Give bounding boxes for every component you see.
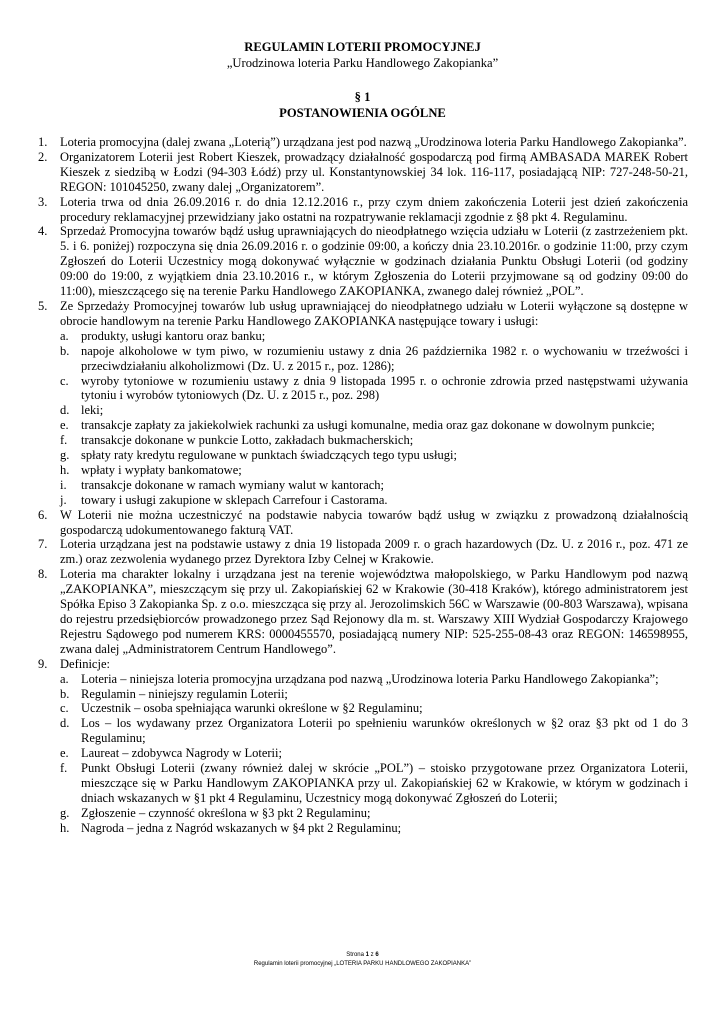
- sublist-item: [60, 478, 688, 493]
- sublist-text: leki;: [81, 403, 104, 418]
- sublist-text: Loteria – niniejsza loteria promocyjna urządzana pod nazwą „Urodzinowa loteria Parku Handlowego Zakopianka”;: [81, 671, 659, 686]
- item-number: 2.: [38, 149, 48, 164]
- item-number: 1.: [38, 135, 48, 149]
- sublist-text: transakcje zapłaty za jakiekolwiek rachunki za usługi komunalne, media oraz gaz dokonane w dowolnym punkcie;: [81, 418, 655, 433]
- sublist-item: [60, 701, 688, 716]
- sublist-letter: d.: [60, 403, 70, 418]
- sublist-text: Uczestnik – osoba spełniająca warunki określone w §2 Regulaminu;: [81, 701, 423, 716]
- sublist-letter: e.: [60, 418, 69, 433]
- sublist-item: [60, 493, 688, 508]
- sublist-letter: c.: [60, 373, 69, 388]
- sublist-letter: f.: [60, 433, 68, 448]
- sublist-item: [60, 672, 688, 687]
- sublist-item: [60, 761, 688, 806]
- sublist-item: [60, 687, 688, 702]
- sublist-letter: h.: [60, 820, 70, 835]
- sublist-text: Nagroda – jedna z Nagród wskazanych w §4 pkt 2 Regulaminu;: [81, 820, 402, 835]
- item-number: 6.: [38, 507, 48, 522]
- sublist-text: Regulamin – niniejszy regulamin Loterii;: [81, 686, 288, 701]
- item-text: Organizatorem Loterii jest Robert Kieszek, prowadzący działalność gospodarczą pod firmą AMBASADA MAREK Robert Kieszek z siedzibą w Łodzi (94-303 Łódź) przy ul. Konstantynowskiej 34 lok. 116-117, posiadającą NIP: 727-248-50-21, REGON: 101045250, zwany dalej „Organizatorem”.: [60, 149, 688, 194]
- sublist-item: [60, 806, 688, 821]
- page-current: 1: [365, 952, 369, 958]
- sublist-item: [60, 403, 688, 418]
- item-text: Sprzedaż Promocyjna towarów bądź usług uprawniających do nieodpłatnego wzięcia udziału w Loterii (z zastrzeżeniem pkt. 5. i 6. poniżej) rozpoczyna się dnia 26.09.2016 r. o godzinie 09:00, a kończy dnia 23.10.2016r. o godzinie 11:00, przy czym Zgłoszeń do Loterii Uczestnicy mogą dokonywać wyłącznie w godzinach działania Punktu Obsługi Loterii (od godziny 09:00 do 19:00, z wyjątkiem dnia 23.10.2016 r., w którym Zgłoszenia do Loterii przyjmowane są od godziny 09:00 do 11:00), mieszczącego się na terenie Parku Handlowego ZAKOPIANKA, zwanego dalej również „POL”.: [60, 224, 688, 299]
- sublist-letter: j.: [60, 492, 67, 507]
- item-number: 4.: [38, 224, 48, 239]
- sublist-item: [60, 418, 688, 433]
- item-number: 5.: [38, 298, 48, 313]
- list-item: [38, 135, 688, 150]
- list-item: [38, 537, 688, 567]
- item-text: Ze Sprzedaży Promocyjnej towarów lub usług uprawniającej do nieodpłatnego udziału w Loterii wyłączone są dostępne w obrocie handlowym na terenie Parku Handlowego ZAKOPIANKA następujące towary i usługi:: [60, 298, 688, 328]
- sublist-text: transakcje dokonane w ramach wymiany walut w kantorach;: [81, 477, 385, 492]
- sublist-text: Laureat – zdobywca Nagrody w Loterii;: [81, 746, 282, 761]
- list-item: [38, 567, 688, 656]
- item-text: Definicje:: [60, 656, 110, 671]
- sublist-text: Los – los wydawany przez Organizatora Loterii po spełnieniu warunków określonych w §2 oraz §3 pkt od 1 do 3 Regulaminu;: [81, 716, 688, 746]
- exclusions-sublist: [60, 329, 688, 508]
- sublist-text: produkty, usługi kantoru oraz banku;: [81, 328, 266, 343]
- sublist-letter: g.: [60, 448, 70, 463]
- list-item: [38, 508, 688, 538]
- sublist-letter: g.: [60, 805, 70, 820]
- item-number: 8.: [38, 567, 48, 582]
- document-subtitle: „Urodzinowa loteria Parku Handlowego Zakopianka”: [226, 56, 499, 70]
- item-text: Loteria promocyjna (dalej zwana „Loterią”) urządzana jest pod nazwą „Urodzinowa loteria Parku Handlowego Zakopianka”.: [60, 135, 687, 149]
- sublist-text: transakcje dokonane w punkcie Lotto, zakładach bukmacherskich;: [81, 433, 414, 448]
- sublist-letter: d.: [60, 716, 70, 731]
- page-counter: [0, 951, 725, 960]
- item-text: Loteria urządzana jest na podstawie ustawy z dnia 19 listopada 2009 r. o grach hazardowych (Dz. U. z 2016 r., poz. 471 ze zm.) oraz zezwolenia wydanego przez Dyrektora Izby Celnej w Krakowie.: [60, 537, 688, 567]
- sublist-letter: h.: [60, 462, 70, 477]
- footer-document-name: Regulamin loterii promocyjnej „LOTERIA PARKU HANDLOWEGO ZAKOPIANKA”: [253, 961, 472, 967]
- sublist-letter: a.: [60, 671, 69, 686]
- sublist-item: [60, 448, 688, 463]
- sublist-text: Punkt Obsługi Loterii (zwany również dalej w skrócie „POL”) – stoisko przygotowane przez Organizatora Loterii, mieszczące się w Parku Handlowym ZAKOPIANKA przy ul. Zakopiańskiej 62 w Krakowie, w którym w godzinach i dniach wskazanych w §1 pkt 4 Regulaminu, Uczestnicy mogą dokonywać Zgłoszeń do Loterii;: [81, 761, 688, 805]
- sublist-text: napoje alkoholowe w tym piwo, w rozumieniu ustawy z dnia 26 października 1982 r. o wychowaniu w trzeźwości i przeciwdziałaniu alkoholizmowi (Dz. U. z 2015 r., poz. 1286);: [81, 343, 688, 373]
- document-title: REGULAMIN LOTERII PROMOCYJNEJ: [244, 40, 481, 54]
- sublist-text: Zgłoszenie – czynność określona w §3 pkt 2 Regulaminu;: [81, 805, 371, 820]
- sublist-item: [60, 344, 688, 374]
- sublist-letter: b.: [60, 686, 70, 701]
- definitions-sublist: [60, 672, 688, 836]
- item-text: Loteria ma charakter lokalny i urządzana jest na terenie województwa małopolskiego, w Parku Handlowym pod nazwą „ZAKOPIANKA”, mieszczącym się przy ul. Zakopiańskiej 62 w Krakowie (30-418 Kraków), którego administratorem jest Spółka Episo 3 Zakopianka Sp. z o.o. mieszcząca się przy al. Jerozolimskich 56C w Warszawie (00-803 Warszawa), wpisana do rejestru przedsiębiorców prowadzonego przez Sąd Rejonowy dla m. st. Warszawy XIII Wydział Gospodarczy Krajowego Rejestru Sądowego pod numerem KRS: 0000455570, posiadającą numery NIP: 525-255-08-43 oraz REGON: 146598955, zwana dalej „Administratorem Centrum Handlowego”.: [60, 567, 688, 656]
- sublist-text: wpłaty i wypłaty bankomatowe;: [81, 462, 242, 477]
- list-item: [38, 299, 688, 508]
- sublist-text: towary i usługi zakupione w sklepach Carrefour i Castorama.: [81, 492, 388, 507]
- sublist-letter: b.: [60, 343, 70, 358]
- page-total: 6: [375, 952, 379, 958]
- list-item: [38, 195, 688, 225]
- item-number: 9.: [38, 656, 48, 671]
- list-item: [38, 657, 688, 836]
- sublist-letter: f.: [60, 761, 68, 776]
- item-number: 7.: [38, 537, 48, 552]
- sublist-item: [60, 716, 688, 746]
- sublist-item: [60, 821, 688, 836]
- page-separator: z: [370, 952, 374, 958]
- item-number: 3.: [38, 194, 48, 209]
- sublist-letter: c.: [60, 701, 69, 716]
- section-number: § 1: [354, 90, 371, 104]
- sublist-letter: i.: [60, 477, 67, 492]
- sublist-text: wyroby tytoniowe w rozumieniu ustawy z dnia 9 listopada 1995 r. o ochronie zdrowia przed następstwami używania tytoniu i wyrobów tytoniowych (Dz. U. z 2015 r., poz. 298): [81, 373, 688, 403]
- sublist-item: [60, 746, 688, 761]
- regulations-list: [38, 135, 688, 836]
- sublist-text: spłaty raty kredytu regulowane w punktach świadczących tego typu usługi;: [81, 448, 457, 463]
- item-text: Loteria trwa od dnia 26.09.2016 r. do dnia 12.12.2016 r., przy czym dniem zakończenia Loterii jest dzień zakończenia procedury reklamacyjnej przewidziany jako ostatni na rozpatrywanie reklamacji zgodnie z §8 pkt 4. Regulaminu.: [60, 194, 688, 224]
- item-text: W Loterii nie można uczestniczyć na podstawie nabycia towarów bądź usług w związku z prowadzoną działalnością gospodarczą udokumentowanego fakturą VAT.: [60, 507, 688, 537]
- page-label: Strona: [346, 952, 364, 958]
- list-item: [38, 150, 688, 195]
- list-item: [38, 224, 688, 299]
- sublist-item: [60, 463, 688, 478]
- section-title: POSTANOWIENIA OGÓLNE: [279, 106, 446, 120]
- sublist-letter: a.: [60, 328, 69, 343]
- sublist-item: [60, 374, 688, 404]
- sublist-item: [60, 433, 688, 448]
- sublist-letter: e.: [60, 746, 69, 761]
- sublist-item: [60, 329, 688, 344]
